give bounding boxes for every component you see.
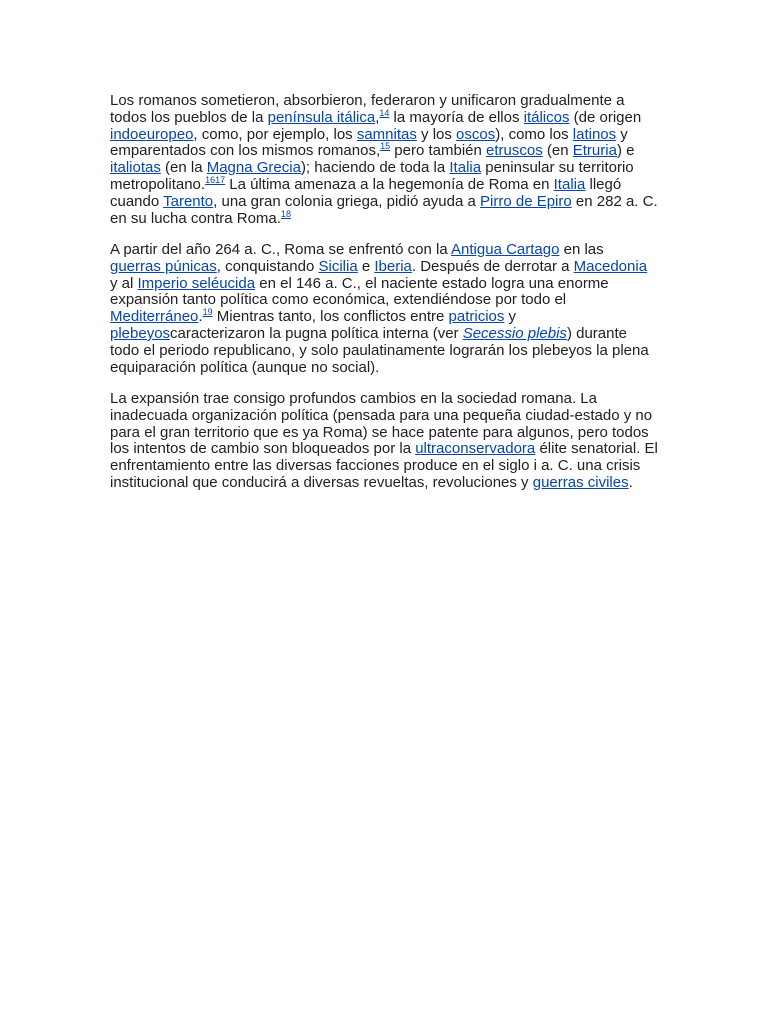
paragraph-text: . <box>628 473 633 491</box>
footnote-ref[interactable] <box>205 175 225 185</box>
paragraph-text: , como, por ejemplo, los <box>193 125 357 143</box>
paragraph-text: (de origen <box>569 108 642 126</box>
paragraph-text: y los <box>416 125 457 143</box>
link-italia[interactable]: Italia <box>553 175 586 193</box>
link-italiotas[interactable]: italiotas <box>110 159 161 177</box>
link-etruscos[interactable]: etruscos <box>486 142 543 160</box>
link-italicos[interactable]: itálicos <box>523 108 570 126</box>
link-italia[interactable]: Italia <box>449 159 482 177</box>
footnote-ref[interactable] <box>203 307 213 317</box>
footnote-ref[interactable] <box>281 209 291 219</box>
link-pirro-de-epiro[interactable]: Pirro de Epiro <box>480 192 572 210</box>
footnote-ref[interactable] <box>380 141 390 151</box>
paragraph-text: la mayoría de ellos <box>389 108 524 126</box>
paragraph-text: (en <box>542 142 573 160</box>
link-oscos[interactable]: oscos <box>456 125 496 143</box>
paragraph-text: La última amenaza a la hegemonía de Roma en <box>225 175 554 193</box>
link-plebeyos[interactable]: plebeyos <box>110 324 171 342</box>
footnote-link[interactable]: 19 <box>202 307 213 318</box>
link-magna-grecia[interactable]: Magna Grecia <box>206 159 301 177</box>
paragraph-text: , <box>375 108 380 126</box>
footnote-link[interactable]: 18 <box>280 208 291 219</box>
link-peninsula-italica[interactable]: península itálica <box>267 108 376 126</box>
footnote-ref[interactable] <box>379 108 389 118</box>
paragraph-text: Los romanos sometieron, absorbieron, federaron y unificaron gradualmente a todos los pueblos de la <box>110 92 625 126</box>
paragraph-text: en las <box>559 240 604 258</box>
paragraph-text: . Después de derrotar a <box>411 257 574 275</box>
link-patricios[interactable]: patricios <box>448 308 505 326</box>
paragraph-text: y <box>504 308 517 326</box>
link-imperio-seleucida[interactable]: Imperio seléucida <box>137 274 256 292</box>
paragraph-text: e <box>357 257 375 275</box>
paragraph-text: en el 146 a. C., el naciente estado logra una enorme expansión tanto política como económica, extendiéndose por todo el <box>110 274 609 309</box>
paragraph-text: , una gran colonia griega, pidió ayuda a <box>213 192 481 210</box>
paragraph-text: . <box>198 308 203 326</box>
paragraph-text: élite senatorial. El enfrentamiento entre las diversas facciones produce en el siglo i a. C. una crisis institucional que conducirá a diversas revueltas, revoluciones y <box>110 440 658 491</box>
paragraph-text: , conquistando <box>216 257 319 275</box>
paragraph-text: y al <box>110 274 138 292</box>
paragraph-text: Mientras tanto, los conflictos entre <box>212 308 449 326</box>
footnote-link[interactable]: 1617 <box>205 174 226 185</box>
paragraph-1 <box>110 93 658 227</box>
paragraph-text: llegó cuando <box>110 175 622 210</box>
paragraph-text: ); haciendo de toda la <box>300 159 450 177</box>
link-macedonia[interactable]: Macedonia <box>573 257 648 275</box>
paragraph-text: La expansión trae consigo profundos cambios en la sociedad romana. La inadecuada organización política (pensada para una pequeña ciudad-estado y no para el gran territorio que es ya Roma) se hace patente para algunos, pero todos los intentos de cambio son bloqueados por la <box>110 389 653 458</box>
paragraph-text: ), como los <box>495 125 573 143</box>
link-tarento[interactable]: Tarento <box>163 192 214 210</box>
paragraph-3 <box>110 391 658 492</box>
link-samnitas[interactable]: samnitas <box>356 125 417 143</box>
footnote-link[interactable]: 15 <box>380 141 391 152</box>
paragraph-text: ) e <box>616 142 635 160</box>
link-latinos[interactable]: latinos <box>572 125 617 143</box>
paragraph-text: ) durante todo el periodo republicano, y solo paulatinamente lograrán los plebeyos la plena equiparación política (aunque no social). <box>110 324 649 376</box>
link-ultraconservadora[interactable]: ultraconservadora <box>415 440 536 458</box>
link-antigua-cartago[interactable]: Antigua Cartago <box>451 240 560 258</box>
link-mediterraneo[interactable]: Mediterráneo <box>110 308 199 326</box>
link-sicilia[interactable]: Sicilia <box>318 257 358 275</box>
paragraph-text: y emparentados con los mismos romanos, <box>110 125 628 160</box>
paragraph-2 <box>110 242 658 376</box>
link-secessio-plebis[interactable]: Secessio plebis <box>462 324 567 342</box>
paragraph-text: caracterizaron la pugna política interna (ver <box>170 324 463 342</box>
paragraph-text: en 282 a. C. en su lucha contra Roma. <box>110 192 658 227</box>
link-iberia[interactable]: Iberia <box>374 257 412 275</box>
link-etruria[interactable]: Etruria <box>572 142 617 160</box>
paragraph-text: A partir del año 264 a. C., Roma se enfrentó con la <box>110 240 452 258</box>
footnote-link[interactable]: 14 <box>379 107 390 118</box>
link-indoeuropeo[interactable]: indoeuropeo <box>110 125 194 143</box>
link-guerras-civiles[interactable]: guerras civiles <box>532 473 629 491</box>
paragraph-text: pero también <box>390 142 487 160</box>
article-body <box>110 93 658 506</box>
paragraph-text: peninsular su territorio metropolitano. <box>110 159 634 193</box>
paragraph-text: (en la <box>160 159 207 177</box>
link-guerras-punicas[interactable]: guerras púnicas <box>110 257 217 275</box>
